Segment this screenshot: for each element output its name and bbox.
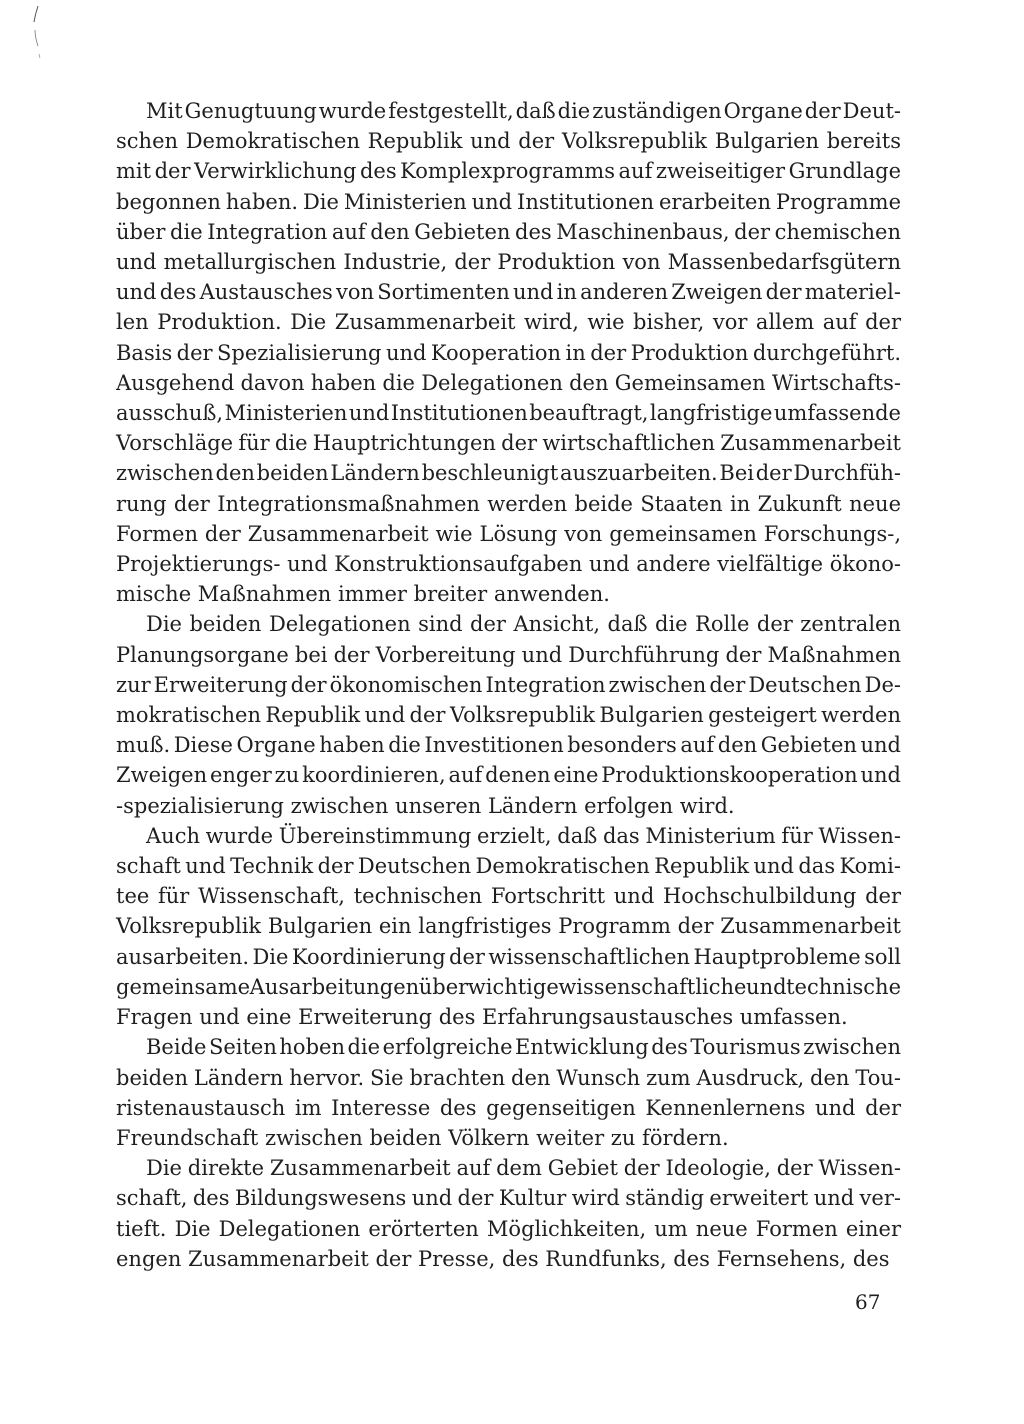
text-line: über die Integration auf den Gebieten des Maschinenbaus, der chemischen <box>116 219 901 244</box>
text-line: Die direkte Zusammenarbeit auf dem Gebiet der Ideologie, der Wissen- <box>146 1156 901 1181</box>
text-line: gemeinsame Ausarbeitungen über wichtige wissenschaftliche und technische <box>116 974 901 999</box>
text-line: mit der Verwirklichung des Komplexprogramms auf zweiseitiger Grundlage <box>116 159 901 184</box>
text-line: Projektierungs- und Konstruktionsaufgaben und andere vielfältige ökono- <box>116 552 901 577</box>
text-line: Freundschaft zwischen beiden Völkern weiter zu fördern. <box>116 1125 729 1150</box>
text-line: begonnen haben. Die Ministerien und Institutionen erarbeiten Programme <box>116 189 901 214</box>
margin-pencil-mark <box>30 4 44 62</box>
text-line: Beide Seiten hoben die erfolgreiche Entwicklung des Tourismus zwischen <box>146 1035 901 1060</box>
text-line: engen Zusammenarbeit der Presse, des Rundfunks, des Fernsehens, des <box>116 1246 890 1271</box>
text-line: Planungsorgane bei der Vorbereitung und Durchführung der Maßnahmen <box>116 642 902 667</box>
text-line: Mit Genugtuung wurde festgestellt, daß die zuständigen Organe der Deut- <box>146 99 901 123</box>
text-line: mokratischen Republik und der Volksrepublik Bulgarien gesteigert werden <box>116 703 901 728</box>
text-line: mische Maßnahmen immer breiter anwenden. <box>116 582 610 607</box>
text-line: und des Austausches von Sortimenten und in anderen Zweigen der materiel- <box>116 280 901 305</box>
text-line: Die beiden Delegationen sind der Ansicht, daß die Rolle der zentralen <box>146 612 901 637</box>
text-line: ausschuß, Ministerien und Institutionen beauftragt, langfristige umfassende <box>116 401 901 426</box>
text-line: Basis der Spezialisierung und Kooperation in der Produktion durchgeführt. <box>116 340 901 365</box>
text-line: tieft. Die Delegationen erörterten Möglichkeiten, um neue Formen einer <box>116 1216 901 1241</box>
page-number: 67 <box>855 1290 881 1314</box>
text-line: rung der Integrationsmaßnahmen werden beide Staaten in Zukunft neue <box>116 491 901 516</box>
paragraph <box>116 1032 901 1153</box>
paragraph <box>116 96 901 609</box>
text-line: tee für Wissenschaft, technischen Fortschritt und Hochschulbildung der <box>116 884 901 909</box>
text-line: Vorschläge für die Hauptrichtungen der wirtschaftlichen Zusammenarbeit <box>116 431 901 456</box>
text-line: und metallurgischen Industrie, der Produktion von Massenbedarfsgütern <box>116 250 901 275</box>
text-line: Ausgehend davon haben die Delegationen den Gemeinsamen Wirtschafts- <box>116 370 901 395</box>
text-line: muß. Diese Organe haben die Investitionen besonders auf den Gebieten und <box>116 733 901 758</box>
text-line: ausarbeiten. Die Koordinierung der wissenschaftlichen Hauptprobleme soll <box>116 944 901 969</box>
text-line: Fragen und eine Erweiterung des Erfahrungsaustausches umfassen. <box>116 1005 848 1030</box>
text-line: ristenaustausch im Interesse des gegenseitigen Kennenlernens und der <box>116 1095 901 1120</box>
paragraph <box>116 609 901 820</box>
paragraph <box>116 821 901 1032</box>
text-line: Formen der Zusammenarbeit wie Lösung von gemeinsamen Forschungs-, <box>116 521 901 546</box>
text-line: zwischen den beiden Ländern beschleunigt auszuarbeiten. Bei der Durchfüh- <box>116 461 901 486</box>
text-line: zur Erweiterung der ökonomischen Integration zwischen der Deutschen De- <box>116 672 901 697</box>
text-line: beiden Ländern hervor. Sie brachten den Wunsch zum Ausdruck, den Tou- <box>116 1065 901 1090</box>
text-line: Volksrepublik Bulgarien ein langfristiges Programm der Zusammenarbeit <box>116 914 901 939</box>
text-line: Auch wurde Übereinstimmung erzielt, daß das Ministerium für Wissen- <box>146 823 901 848</box>
body-text <box>116 96 901 1274</box>
text-line: schaft, des Bildungswesens und der Kultur wird ständig erweitert und ver- <box>116 1186 901 1211</box>
paragraph <box>116 1153 901 1274</box>
text-line: -spezialisierung zwischen unseren Ländern erfolgen wird. <box>116 793 735 818</box>
text-line: Zweigen enger zu koordinieren, auf denen eine Produktionskooperation und <box>116 763 901 788</box>
text-line: schaft und Technik der Deutschen Demokratischen Republik und das Komi- <box>116 854 901 879</box>
text-line: len Produktion. Die Zusammenarbeit wird, wie bisher, vor allem auf der <box>116 310 901 335</box>
text-line: schen Demokratischen Republik und der Volksrepublik Bulgarien bereits <box>116 129 901 154</box>
